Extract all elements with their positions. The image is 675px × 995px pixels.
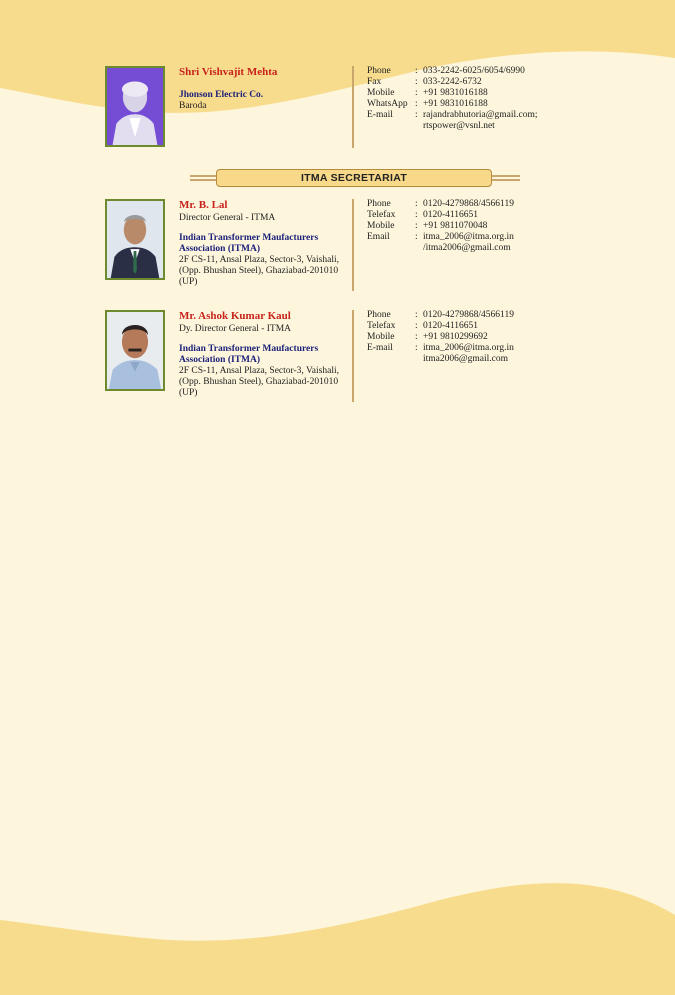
contact-card-3 <box>105 310 575 402</box>
contact-row: /itma2006@gmail.com <box>423 243 511 253</box>
portrait-photo <box>105 199 165 280</box>
contact-row: WhatsApp : +91 9831016188 <box>367 99 488 109</box>
divider-line <box>352 199 354 291</box>
divider-line <box>352 310 354 402</box>
portrait-photo <box>105 66 165 147</box>
contact-row: Phone : 0120-4279868/4566119 <box>367 310 514 320</box>
section-heading: ITMA SECRETARIAT <box>216 169 492 187</box>
address: 2F CS-11, Ansal Plaza, Sector-3, Vaishali, (Opp. Bhushan Steel), Ghaziabad-201010 (UP) <box>179 366 339 398</box>
person-name: Mr. Ashok Kumar Kaul <box>179 310 291 322</box>
address: Baroda <box>179 101 207 111</box>
organization: Indian Transformer Maufacturers Association (ITMA) <box>179 233 319 254</box>
portrait-photo <box>105 310 165 391</box>
contact-row: Mobile : +91 9811070048 <box>367 221 488 231</box>
contact-details <box>367 310 563 365</box>
contact-info <box>179 310 349 399</box>
contact-card-1 <box>105 66 575 148</box>
divider-line <box>352 66 354 148</box>
contact-info <box>179 199 349 288</box>
job-title: Director General - ITMA <box>179 213 276 223</box>
contact-details <box>367 66 563 132</box>
contact-details <box>367 199 563 254</box>
contact-row: Telefax : 0120-4116651 <box>367 321 479 331</box>
contact-row: E-mail : rajandrabhutoria@gmail.com; <box>367 110 538 120</box>
address: 2F CS-11, Ansal Plaza, Sector-3, Vaishali, (Opp. Bhushan Steel), Ghaziabad-201010 (UP) <box>179 255 339 287</box>
person-name: Mr. B. Lal <box>179 199 228 211</box>
organization: Jhonson Electric Co. <box>179 90 264 100</box>
contact-row: E-mail : itma_2006@itma.org.in <box>367 343 514 353</box>
person-name: Shri Vishvajit Mehta <box>179 66 278 78</box>
contact-row: Email : itma_2006@itma.org.in <box>367 232 514 242</box>
contact-row: itma2006@gmail.com <box>423 354 508 364</box>
contact-row: Mobile : +91 9831016188 <box>367 88 488 98</box>
contact-card-2 <box>105 199 575 291</box>
contact-row: Mobile : +91 9810299692 <box>367 332 488 342</box>
contact-row: Phone : 0120-4279868/4566119 <box>367 199 514 209</box>
organization: Indian Transformer Maufacturers Association (ITMA) <box>179 344 319 365</box>
contact-info <box>179 66 349 112</box>
contact-row: Phone : 033-2242-6025/6054/6990 <box>367 66 525 76</box>
contact-row: Telefax : 0120-4116651 <box>367 210 479 220</box>
contact-row: Fax : 033-2242-6732 <box>367 77 482 87</box>
contact-row: rtspower@vsnl.net <box>423 121 495 131</box>
section-banner <box>190 168 520 190</box>
job-title: Dy. Director General - ITMA <box>179 324 292 334</box>
